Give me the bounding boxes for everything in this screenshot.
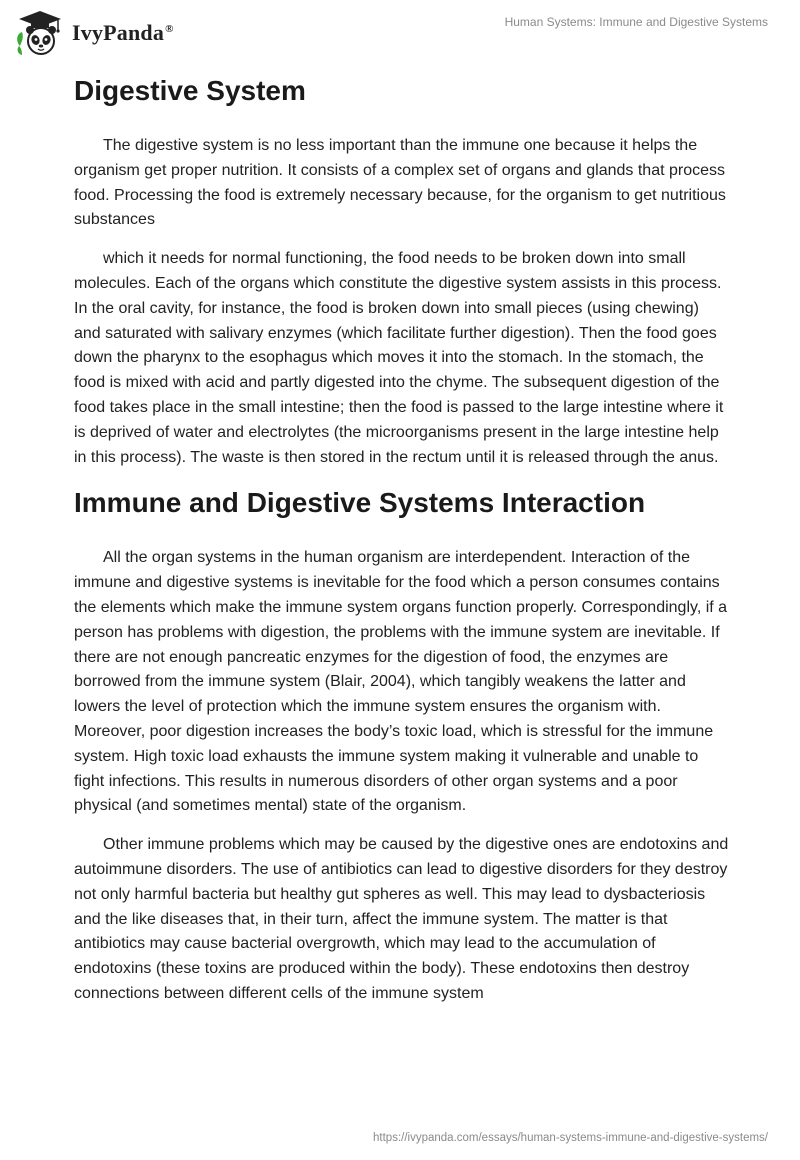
panda-logo-icon (14, 8, 66, 58)
document-title: Human Systems: Immune and Digestive Systems (504, 15, 768, 29)
paragraph: Other immune problems which may be caused by the digestive ones are endotoxins and autoimmune disorders. The use of antibiotics can lead to digestive disorders for they destroy not only harmful bacteria but healthy gut spheres as well. This may lead to dysbacteriosis and the like diseases that, in their turn, affect the immune system. The matter is that antibiotics may cause bacterial overgrowth, which may lead to the accumulation of endotoxins (these toxins are produced within the body). These endotoxins then destroy connections between different cells of the immune system (74, 836, 729, 1002)
ivypanda-logo[interactable] (14, 8, 174, 58)
registered-mark: ® (165, 22, 174, 35)
heading-systems-interaction: Immune and Digestive Systems Interaction (74, 487, 646, 519)
heading-digestive-system: Digestive System (74, 75, 306, 106)
source-url[interactable]: https://ivypanda.com/essays/human-systems-immune-and-digestive-systems/ (373, 1132, 768, 1144)
logo-name: IvyPanda (72, 20, 165, 45)
page-header (0, 0, 800, 70)
logo-wordmark (72, 20, 174, 46)
essay-content (74, 72, 730, 1021)
paragraph: The digestive system is no less important than the immune one because it helps the organism get proper nutrition. It consists of a complex set of organs and glands that process food. Processing the food is extremely necessary because, for the organism to get nutritious substances (74, 137, 726, 229)
paragraph: which it needs for normal functioning, the food needs to be broken down into small molecules. Each of the organs which constitute the digestive system assists in this process. In the oral cavity, for instance, the food is broken down into small pieces (using chewing) and saturated with salivary enzymes (which facilitate further digestion). Then the food goes down the pharynx to the esophagus which moves it into the stomach. In the stomach, the food is mixed with acid and partly digested into the chyme. The subsequent digestion of the food takes place in the small intestine; then the food is passed to the large intestine where it is deprived of water and electrolytes (the microorganisms present in the large intestine help in this process). The waste is then stored in the rectum until it is released through the anus. (74, 250, 724, 466)
paragraph: All the organ systems in the human organism are interdependent. Interaction of the immune and digestive systems is inevitable for the food which a person consumes contains the elements which make the immune system organs function properly. Correspondingly, if a person has problems with digestion, the problems with the immune system are inevitable. If there are not enough pancreatic enzymes for the digestion of food, the enzymes are borrowed from the immune system (Blair, 2004), which tangibly weakens the latter and lowers the level of protection which the immune system ensures the organism with. Moreover, poor digestion increases the body’s toxic load, which is stressful for the immune system. High toxic load exhausts the immune system making it vulnerable and unable to fight infections. This results in numerous disorders of other organ systems and a poor physical (and sometimes mental) state of the organism. (74, 549, 728, 815)
